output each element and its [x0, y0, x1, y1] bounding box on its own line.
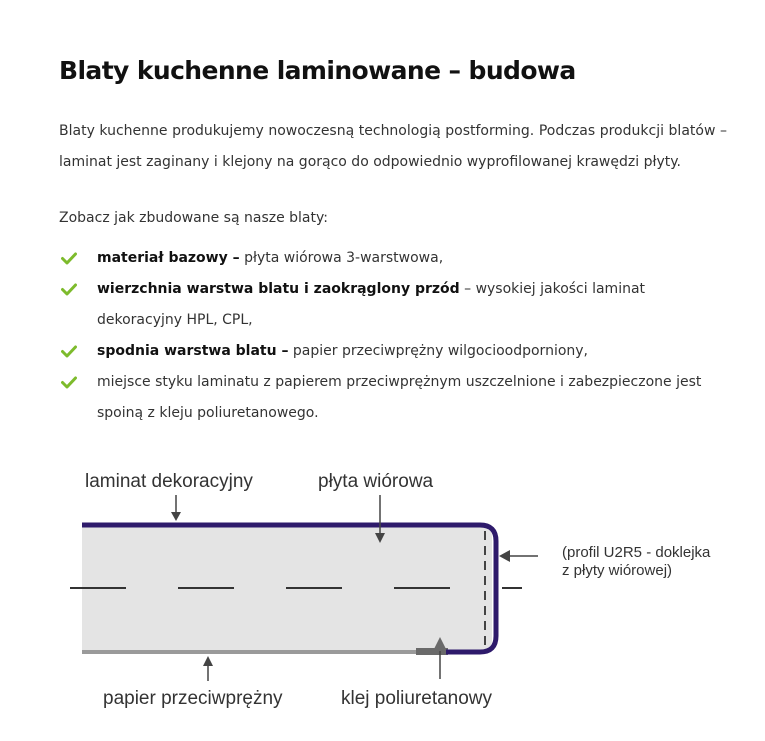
label-profile-line2: z płyty wiórowej)	[562, 562, 673, 579]
feature-list	[59, 243, 727, 429]
board-arrow	[375, 495, 385, 543]
checkmark-icon	[61, 243, 77, 274]
list-item	[59, 367, 727, 429]
list-item-text: miejsce styku laminatu z papierem przeciwprężnym uszczelnione i zabezpieczone jest spoiną z kleju poliuretanowego.	[97, 374, 702, 421]
list-item	[59, 243, 727, 274]
list-lead: Zobacz jak zbudowane są nasze blaty:	[59, 210, 328, 226]
label-laminate: laminat dekoracyjny	[85, 471, 253, 492]
profile-arrow	[499, 550, 538, 562]
intro-paragraph: Blaty kuchenne produkujemy nowoczesną technologią postforming. Podczas produkcji blatów – laminat jest zaginany i klejony na gorąco do odpowiednio wyprofilowanej krawędzi płyty.	[59, 123, 727, 170]
label-profile-line1: (profil U2R5 - doklejka	[562, 544, 711, 561]
list-item-text: płyta wiórowa 3-warstwowa,	[239, 250, 444, 266]
list-item-text: – wysokiej jakości laminat dekoracyjny HPL, CPL,	[97, 281, 646, 328]
countertop-cross-section-diagram	[60, 455, 750, 725]
checkmark-icon	[61, 367, 77, 398]
label-board: płyta wiórowa	[318, 471, 434, 492]
laminate-arrow	[171, 495, 181, 521]
label-backing-paper: papier przeciwprężny	[103, 688, 283, 709]
list-item-bold: spodnia warstwa blatu –	[97, 343, 289, 359]
checkmark-icon	[61, 274, 77, 305]
label-glue: klej poliuretanowy	[341, 688, 493, 709]
checkmark-icon	[61, 336, 77, 367]
glue-strip	[416, 648, 448, 655]
list-item-bold: materiał bazowy –	[97, 250, 240, 266]
backing-paper-arrow	[203, 656, 213, 681]
list-item	[59, 336, 727, 367]
list-item-text: papier przeciwprężny wilgocioodporniony,	[288, 343, 589, 359]
page-title: Blaty kuchenne laminowane – budowa	[59, 56, 576, 85]
list-item-bold: wierzchnia warstwa blatu i zaokrąglony przód	[97, 281, 460, 297]
list-item	[59, 274, 727, 336]
